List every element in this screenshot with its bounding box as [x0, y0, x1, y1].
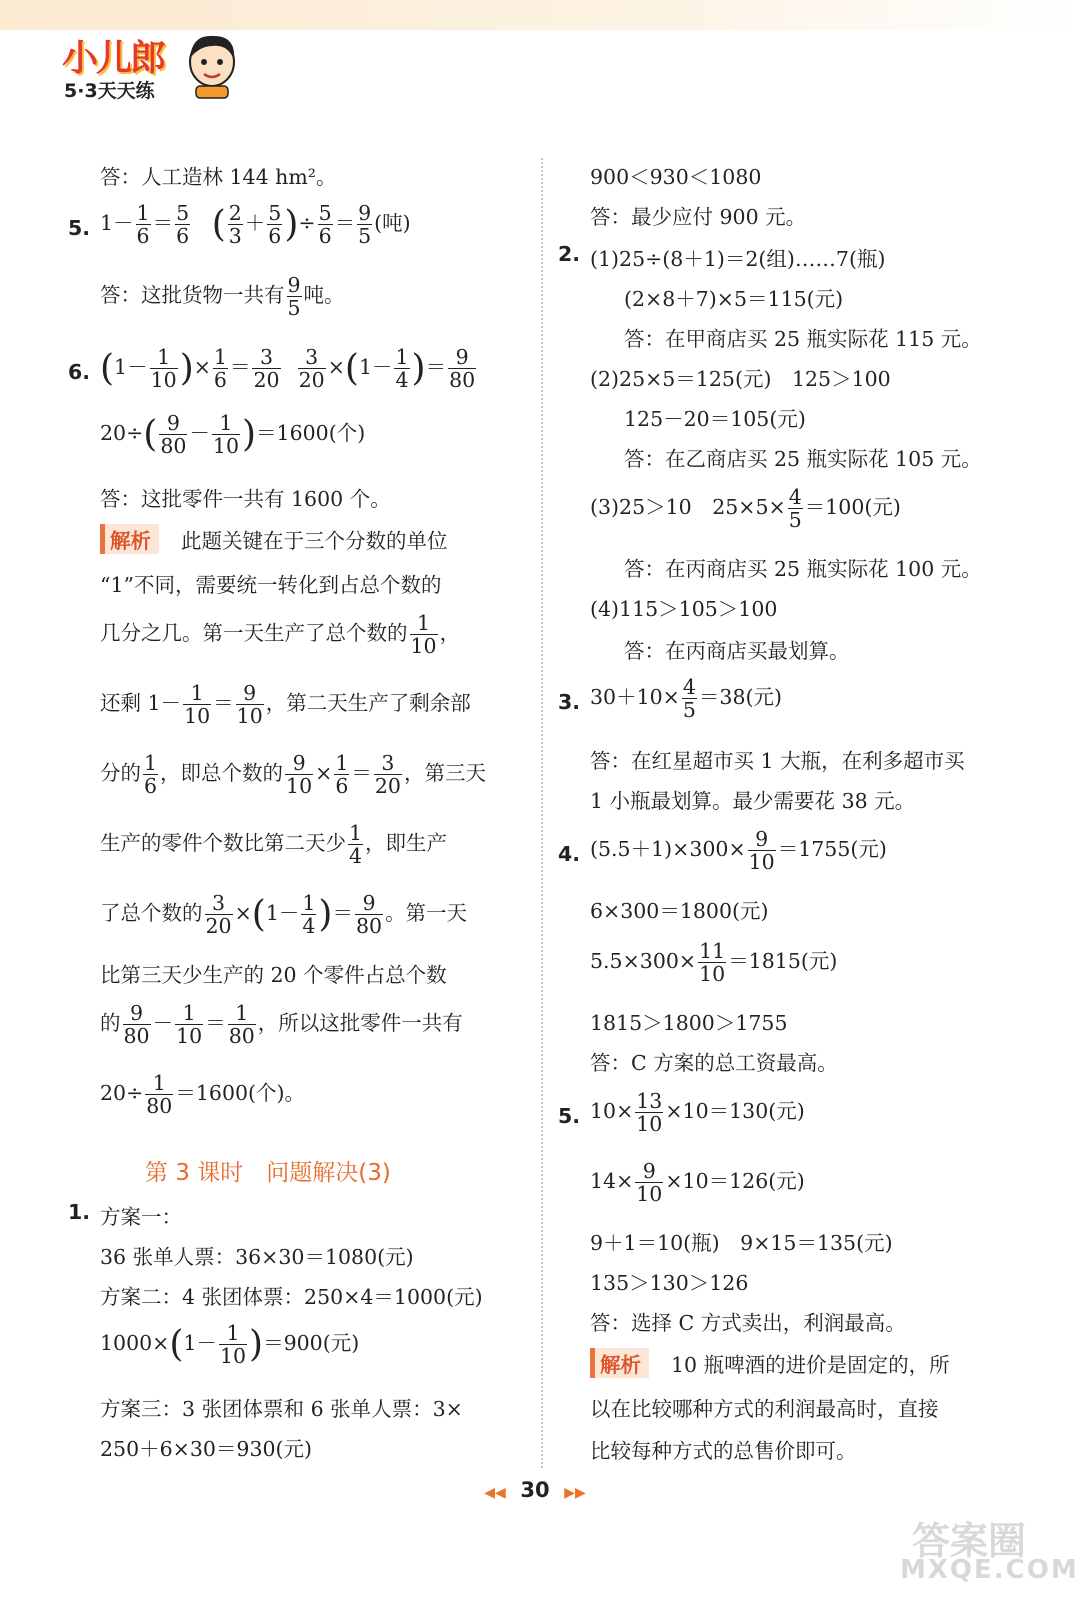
fraction: $\frac{9}{80}$: [160, 411, 187, 458]
answer-line: 答：在丙商店买 25 瓶实际花 100 元。: [624, 557, 982, 581]
formula-line: (4)115＞105＞100: [590, 597, 778, 621]
fraction: $\frac{1}{10}$: [150, 345, 177, 392]
analysis-line: 分的 $\frac{1}{6}$ ，即总个数的 $\frac{9}{10}$ × $\frac{1}{6}$ ＝ $\frac{3}{20}$ ，第三天: [100, 751, 486, 798]
formula-line: (3)25＞10 25×5× $\frac{4}{5}$ ＝100(元): [590, 485, 901, 532]
fraction: $\frac{9}{80}$: [355, 891, 383, 938]
formula-line: 250＋6×30＝930(元): [100, 1437, 313, 1461]
analysis-badge: 解析: [590, 1348, 649, 1378]
question-4: 4. (5.5＋1)×300× $\frac{9}{10}$ ＝1755(元): [558, 827, 887, 874]
fraction: $\frac{2}{3}$: [228, 201, 242, 248]
answer-line: 答：在甲商店买 25 瓶实际花 115 元。: [624, 327, 982, 351]
question-number: 5.: [68, 216, 91, 240]
fraction: $\frac{9}{10}$: [236, 681, 263, 728]
fraction: $\frac{1}{6}$: [335, 751, 349, 798]
fraction: $\frac{4}{5}$: [682, 675, 696, 722]
analysis-badge: 解析: [100, 524, 159, 554]
answer-line: 答：选择 C 方式卖出，利润最高。: [590, 1311, 906, 1335]
answer-line: 1 小瓶最划算。最少需要花 38 元。: [590, 789, 916, 813]
brand-logo: [62, 30, 262, 105]
question-number: 6.: [68, 360, 91, 384]
answer-line: 答：最少应付 900 元。: [590, 205, 807, 229]
fraction: $\frac{1}{10}$: [176, 1001, 203, 1048]
formula-line: 5.5×300× $\frac{11}{10}$ ＝1815(元): [590, 939, 838, 986]
prev-arrows-icon: ◀◀: [484, 1485, 506, 1501]
next-arrows-icon: ▶▶: [564, 1485, 586, 1501]
question-number: 5.: [558, 1104, 581, 1128]
fraction: $\frac{1}{80}$: [146, 1071, 173, 1118]
question-3: 3. 30＋10× $\frac{4}{5}$ ＝38(元): [558, 675, 782, 722]
answer-line: 答：在乙商店买 25 瓶实际花 105 元。: [624, 447, 982, 471]
analysis-line: 解析 此题关键在于三个分数的单位: [100, 524, 448, 554]
fraction: $\frac{11}{10}$: [699, 939, 726, 986]
fraction: $\frac{9}{80}$: [449, 345, 476, 392]
answer-line: 答：这批零件一共有 1600 个。: [100, 487, 391, 511]
question-number: 2.: [558, 242, 581, 266]
fraction: $\frac{3}{20}$: [298, 345, 325, 392]
question-2: 2. (1)25÷(8＋1)＝2(组)……7(瓶): [558, 242, 886, 271]
logo-subtitle: 5·3天天练: [64, 80, 155, 102]
analysis-line: 以在比较哪种方式的利润最高时，直接: [590, 1397, 939, 1421]
fraction: $\frac{1}{6}$: [213, 345, 227, 392]
fraction: $\frac{1}{10}$: [410, 611, 437, 658]
fraction: $\frac{1}{10}$: [184, 681, 211, 728]
page-footer: [460, 1478, 610, 1502]
logo-title: 小儿郎: [62, 38, 165, 79]
watermark-logo: 答案圈: [912, 1519, 1027, 1563]
analysis-line: 还剩 1－ $\frac{1}{10}$ ＝ $\frac{9}{10}$ ，第二天生产了剩余部: [100, 681, 471, 728]
fraction: $\frac{9}{10}$: [636, 1159, 663, 1206]
analysis-line: 生产的零件个数比第二天少 $\frac{1}{4}$ ，即生产: [100, 821, 448, 868]
formula-line: 方案二：4 张团体票：250×4＝1000(元): [100, 1285, 483, 1309]
formula-line: 6×300＝1800(元): [590, 899, 769, 923]
fraction: $\frac{9}{5}$: [287, 273, 301, 320]
fraction: $\frac{1}{80}$: [228, 1001, 255, 1048]
question-number: 3.: [558, 690, 581, 714]
answer-line: 答：人工造林 144 hm²。: [100, 165, 337, 189]
question-number: 1.: [68, 1200, 91, 1224]
formula-line: (2×8＋7)×5＝115(元): [624, 287, 844, 311]
analysis-line: 的 $\frac{9}{80}$ － $\frac{1}{10}$ ＝ $\frac{1}{80}$ ，所以这批零件一共有: [100, 1001, 463, 1048]
fraction: $\frac{3}{20}$: [205, 891, 232, 938]
mascot-icon: [182, 30, 242, 100]
fraction: $\frac{9}{5}$: [358, 201, 372, 248]
fraction: $\frac{5}{6}$: [176, 201, 190, 248]
fraction: $\frac{3}{20}$: [253, 345, 280, 392]
formula-line: 9＋1＝10(瓶) 9×15＝135(元): [590, 1231, 893, 1255]
fraction: $\frac{1}{6}$: [136, 201, 150, 248]
question-5: 5. 1－ $\frac{1}{6}$ ＝ $\frac{5}{6}$ ( $\frac{2}{3}$ ＋ $\frac{5}{6}$ )÷ $\frac{5}{6}$ ＝ $\frac{9}{5}$ (吨): [68, 201, 411, 248]
page-number: 30: [520, 1478, 550, 1502]
fraction: $\frac{1}{4}$: [395, 345, 409, 392]
formula-line: (2)25×5＝125(元) 125＞100: [590, 367, 891, 391]
question-5: 5. 10× $\frac{13}{10}$ ×10＝130(元): [558, 1089, 805, 1136]
fraction: $\frac{1}{10}$: [219, 1321, 247, 1368]
fraction: $\frac{1}{6}$: [144, 751, 158, 798]
watermark-url: MXQE.COM: [900, 1555, 1079, 1585]
formula-line: 135＞130＞126: [590, 1271, 749, 1295]
fraction: $\frac{1}{4}$: [349, 821, 363, 868]
fraction: $\frac{4}{5}$: [788, 485, 802, 532]
formula-line: 1815＞1800＞1755: [590, 1011, 788, 1035]
formula-line: 方案三：3 张团体票和 6 张单人票：3×: [100, 1397, 463, 1421]
analysis-line: “1”不同，需要统一转化到占总个数的: [100, 573, 442, 597]
analysis-line: 了总个数的 $\frac{3}{20}$ ×(1－ $\frac{1}{4}$ )＝ $\frac{9}{80}$ 。第一天: [100, 891, 468, 938]
analysis-line: 比第三天少生产的 20 个零件占总个数: [100, 963, 447, 987]
answer-line: 答：C 方案的总工资最高。: [590, 1051, 838, 1075]
fraction: $\frac{1}{4}$: [302, 891, 316, 938]
lesson-heading: 第 3 课时 问题解决(3): [145, 1160, 391, 1186]
question-6: 6. (1－ $\frac{1}{10}$ )× $\frac{1}{6}$ ＝ $\frac{3}{20}$ $\frac{3}{20}$ ×(1－ $\frac{1}{4}$ )＝ $\frac{9}{80}$: [68, 345, 476, 392]
fraction: $\frac{9}{10}$: [748, 827, 775, 874]
column-divider: [541, 158, 543, 1468]
answer-line: 答：在红星超市买 1 大瓶，在利多超市买: [590, 749, 965, 773]
fraction: $\frac{1}{10}$: [212, 411, 239, 458]
fraction: $\frac{3}{20}$: [374, 751, 401, 798]
question-number: 4.: [558, 842, 581, 866]
formula-line: 900＜930＜1080: [590, 165, 762, 189]
formula-line: 20÷( $\frac{9}{80}$ － $\frac{1}{10}$ )＝1600(个): [100, 411, 366, 458]
fraction: $\frac{9}{80}$: [123, 1001, 150, 1048]
answer-line: 答：在丙商店买最划算。: [624, 639, 850, 663]
answer-line: 答：这批货物一共有 $\frac{9}{5}$ 吨。: [100, 273, 345, 320]
formula-line: 14× $\frac{9}{10}$ ×10＝126(元): [590, 1159, 805, 1206]
top-band: [0, 0, 1080, 30]
analysis-line: 比较每种方式的总售价即可。: [590, 1439, 857, 1463]
fraction: $\frac{5}{6}$: [268, 201, 282, 248]
formula-line: 125－20＝105(元): [624, 407, 806, 431]
fraction: $\frac{13}{10}$: [636, 1089, 663, 1136]
fraction: $\frac{9}{10}$: [286, 751, 313, 798]
question-1: 1. 方案一：: [68, 1200, 182, 1229]
fraction: $\frac{5}{6}$: [318, 201, 332, 248]
formula-line: 36 张单人票：36×30＝1080(元): [100, 1245, 414, 1269]
analysis-line: 20÷ $\frac{1}{80}$ ＝1600(个)。: [100, 1071, 306, 1118]
analysis-line: 几分之几。第一天生产了总个数的 $\frac{1}{10}$ ，: [100, 611, 461, 658]
analysis-line: 解析 10 瓶啤酒的进价是固定的，所: [590, 1348, 950, 1378]
formula-line: 1000×(1－ $\frac{1}{10}$ )＝900(元): [100, 1321, 360, 1368]
